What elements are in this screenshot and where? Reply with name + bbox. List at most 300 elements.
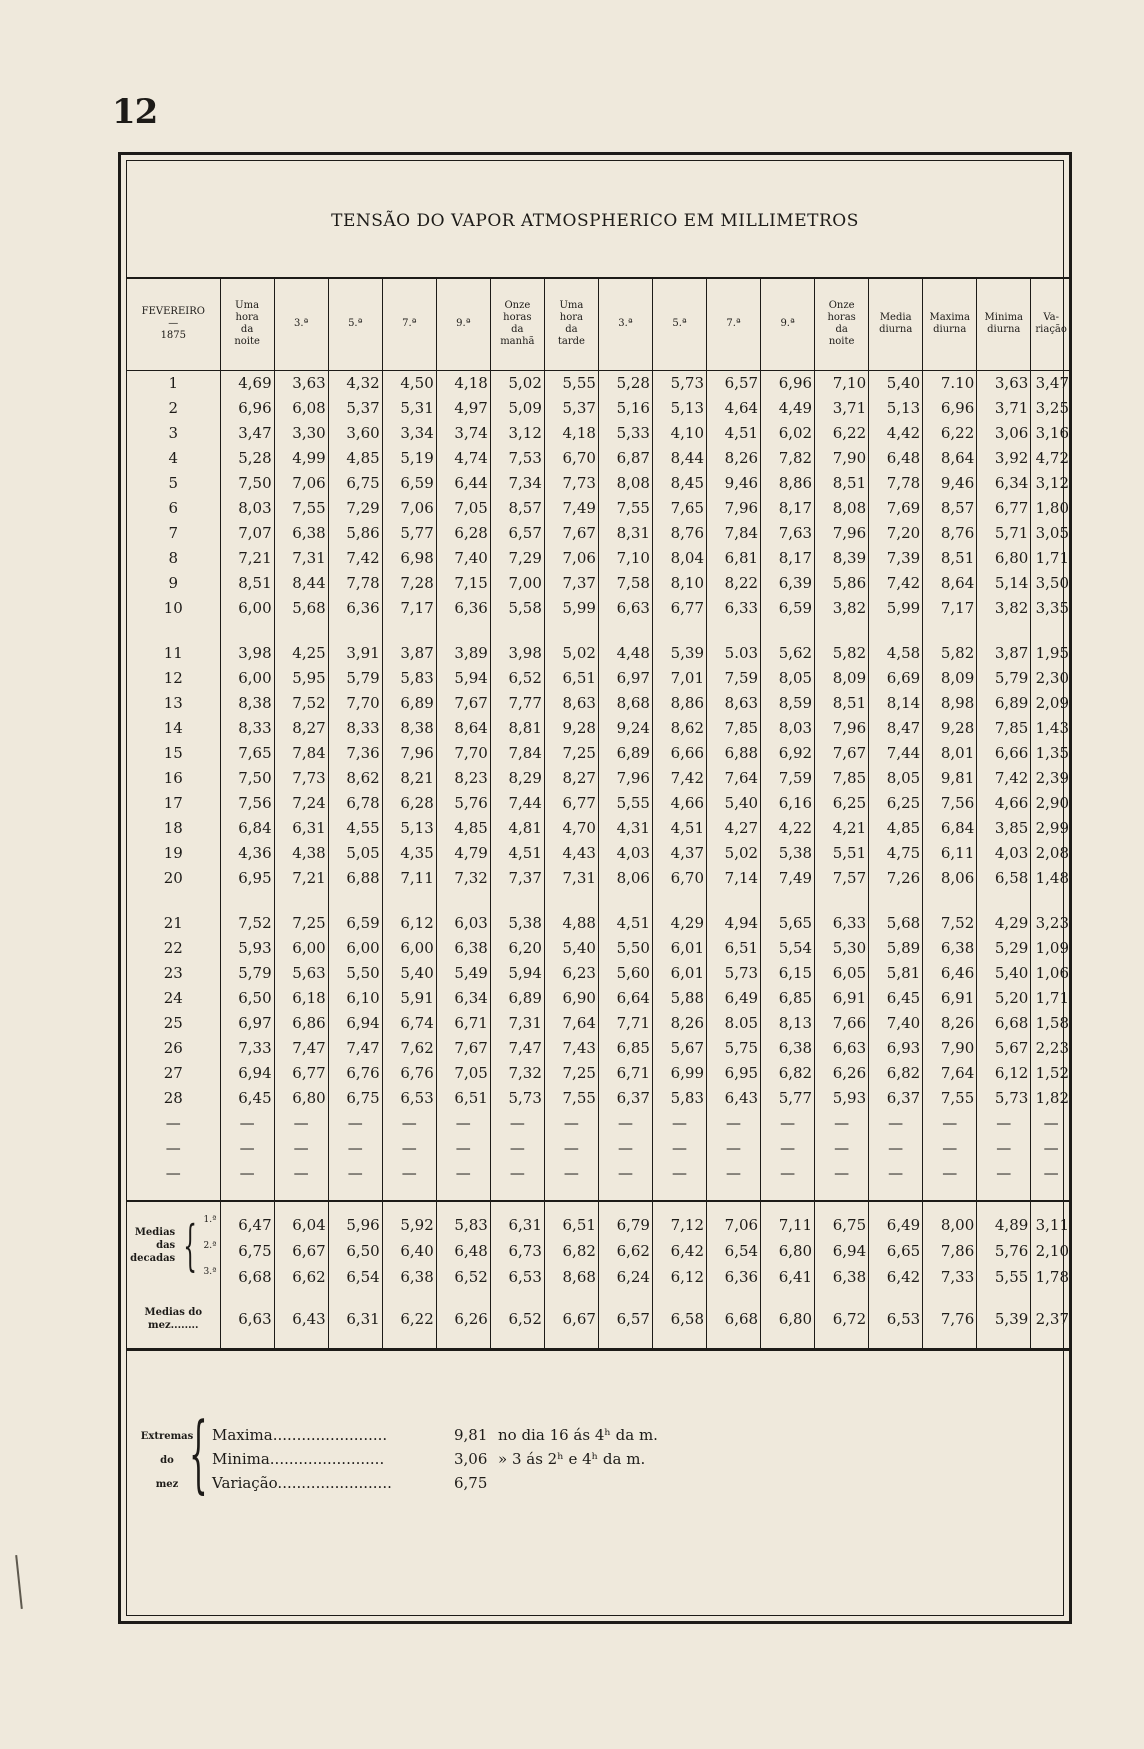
separator-cell bbox=[274, 1186, 328, 1201]
value-cell: 6,77 bbox=[274, 1061, 328, 1086]
value-cell: 5,39 bbox=[977, 1290, 1031, 1350]
spacer-cell bbox=[328, 621, 382, 641]
table-row bbox=[127, 496, 1071, 521]
day-cell: 12 bbox=[163, 668, 183, 687]
separator-cell bbox=[977, 1186, 1031, 1201]
table-row bbox=[127, 666, 1071, 691]
value-cell: 8,26 bbox=[652, 1011, 706, 1036]
value-cell: 8,08 bbox=[815, 496, 869, 521]
value-cell: 4,03 bbox=[977, 841, 1031, 866]
value-cell: 8,09 bbox=[923, 666, 977, 691]
value-cell: 7,06 bbox=[274, 471, 328, 496]
spacer-cell bbox=[382, 891, 436, 911]
value-cell: 8,64 bbox=[923, 446, 977, 471]
value-cell: 7,78 bbox=[328, 571, 382, 596]
day-cell: 25 bbox=[163, 1013, 183, 1032]
value-cell: 4,70 bbox=[544, 816, 598, 841]
value-cell: 5,54 bbox=[761, 936, 815, 961]
value-cell: 6,70 bbox=[544, 446, 598, 471]
day-cell: 9 bbox=[168, 573, 179, 592]
header-cell-day bbox=[127, 278, 220, 370]
table-row bbox=[127, 1086, 1071, 1111]
value-cell: 3,05 bbox=[1031, 521, 1071, 546]
decade-number: 2.ª bbox=[203, 1240, 217, 1251]
value-cell: 7,58 bbox=[598, 571, 652, 596]
value-cell: 4,88 bbox=[544, 911, 598, 936]
value-cell: 3,16 bbox=[1031, 421, 1071, 446]
table-row bbox=[127, 370, 1071, 396]
value-cell: — bbox=[544, 1111, 598, 1136]
spacer-cell bbox=[869, 621, 923, 641]
value-cell: 8,98 bbox=[923, 691, 977, 716]
extreme-label: Minima........................ bbox=[212, 1450, 385, 1468]
value-cell: 6,89 bbox=[598, 741, 652, 766]
value-cell: — bbox=[598, 1161, 652, 1186]
value-cell: 7,37 bbox=[544, 571, 598, 596]
value-cell: 8,68 bbox=[598, 691, 652, 716]
value-cell: 8,31 bbox=[598, 521, 652, 546]
value-cell: 5,75 bbox=[707, 1036, 761, 1061]
decade-average-row bbox=[127, 1201, 1071, 1238]
header-line: Uma bbox=[559, 300, 584, 312]
value-cell: 4,42 bbox=[869, 421, 923, 446]
value-cell: 5,99 bbox=[869, 596, 923, 621]
value-cell: 4,21 bbox=[815, 816, 869, 841]
value-cell: — bbox=[328, 1111, 382, 1136]
value-cell: 3,71 bbox=[977, 396, 1031, 421]
value-cell: 7,36 bbox=[328, 741, 382, 766]
value-cell: 6,24 bbox=[598, 1264, 652, 1290]
table-row bbox=[127, 571, 1071, 596]
value-cell: 7,55 bbox=[274, 496, 328, 521]
table-row bbox=[127, 396, 1071, 421]
spacer-cell bbox=[977, 891, 1031, 911]
table-row bbox=[127, 1136, 1071, 1161]
value-cell: 5,51 bbox=[815, 841, 869, 866]
value-cell: 1,09 bbox=[1031, 936, 1071, 961]
day-cell: 19 bbox=[163, 843, 183, 862]
header-cell bbox=[977, 278, 1031, 370]
value-cell: 7,10 bbox=[598, 546, 652, 571]
value-cell: 8,38 bbox=[220, 691, 274, 716]
spacer-cell bbox=[869, 891, 923, 911]
decade-number: 3.ª bbox=[203, 1266, 217, 1277]
value-cell: 6,80 bbox=[274, 1086, 328, 1111]
value-cell: 6,31 bbox=[274, 816, 328, 841]
value-cell: 6,46 bbox=[923, 961, 977, 986]
value-cell: 6,68 bbox=[220, 1264, 274, 1290]
value-cell: 5,71 bbox=[977, 521, 1031, 546]
value-cell: 5,40 bbox=[977, 961, 1031, 986]
day-cell: 23 bbox=[163, 963, 183, 982]
value-cell: 6,25 bbox=[815, 791, 869, 816]
day-cell: 24 bbox=[163, 988, 183, 1007]
value-cell: 5,02 bbox=[490, 370, 544, 396]
value-cell: 6,65 bbox=[869, 1238, 923, 1264]
day-cell: 15 bbox=[163, 743, 183, 762]
value-cell: — bbox=[1031, 1161, 1071, 1186]
value-cell: 1,43 bbox=[1031, 716, 1071, 741]
spacer-cell bbox=[707, 891, 761, 911]
value-cell: 5,94 bbox=[490, 961, 544, 986]
value-cell: 7,59 bbox=[761, 766, 815, 791]
value-cell: 6,66 bbox=[977, 741, 1031, 766]
header-line: riação bbox=[1035, 324, 1067, 336]
value-cell: 7,50 bbox=[220, 766, 274, 791]
value-cell: 8,81 bbox=[490, 716, 544, 741]
table-row bbox=[127, 1011, 1071, 1036]
value-cell: 6,44 bbox=[436, 471, 490, 496]
header-line: diurna bbox=[987, 324, 1021, 336]
header-line: Uma bbox=[235, 300, 260, 312]
value-cell: 6,94 bbox=[220, 1061, 274, 1086]
spacer-cell bbox=[274, 891, 328, 911]
separator-cell bbox=[328, 1186, 382, 1201]
header-cell bbox=[220, 278, 274, 370]
value-cell: 6,67 bbox=[544, 1290, 598, 1350]
header-line: da bbox=[511, 324, 524, 336]
header-cell bbox=[815, 278, 869, 370]
value-cell: 6,53 bbox=[490, 1264, 544, 1290]
value-cell: — bbox=[544, 1136, 598, 1161]
value-cell: 8,44 bbox=[274, 571, 328, 596]
value-cell: 7,65 bbox=[652, 496, 706, 521]
day-cell: 27 bbox=[163, 1063, 183, 1082]
extremes-label-line: do bbox=[160, 1455, 174, 1466]
value-cell: 4,99 bbox=[274, 446, 328, 471]
value-cell: 6,40 bbox=[382, 1238, 436, 1264]
value-cell: 1,82 bbox=[1031, 1086, 1071, 1111]
value-cell: 4,74 bbox=[436, 446, 490, 471]
spacer-cell bbox=[436, 621, 490, 641]
value-cell: 7,84 bbox=[490, 741, 544, 766]
value-cell: 3,91 bbox=[328, 641, 382, 666]
value-cell: 8,10 bbox=[652, 571, 706, 596]
value-cell: 4,27 bbox=[707, 816, 761, 841]
value-cell: 2,08 bbox=[1031, 841, 1071, 866]
value-cell: 8,39 bbox=[815, 546, 869, 571]
decade-label-line: das bbox=[156, 1240, 176, 1251]
table-row bbox=[127, 766, 1071, 791]
value-cell: 6,97 bbox=[220, 1011, 274, 1036]
value-cell: 7,05 bbox=[436, 1061, 490, 1086]
value-cell: 7,96 bbox=[598, 766, 652, 791]
value-cell: 7,90 bbox=[923, 1036, 977, 1061]
value-cell: 5,89 bbox=[869, 936, 923, 961]
value-cell: 6,95 bbox=[707, 1061, 761, 1086]
value-cell: 7,44 bbox=[869, 741, 923, 766]
pencil-mark bbox=[15, 1555, 23, 1609]
value-cell: 6,48 bbox=[436, 1238, 490, 1264]
separator-cell bbox=[382, 1186, 436, 1201]
value-cell: 6,23 bbox=[544, 961, 598, 986]
value-cell: 8,44 bbox=[652, 446, 706, 471]
spacer-cell bbox=[923, 621, 977, 641]
value-cell: 1,95 bbox=[1031, 641, 1071, 666]
value-cell: 3,06 bbox=[977, 421, 1031, 446]
value-cell: 6,12 bbox=[382, 911, 436, 936]
value-cell: 4,37 bbox=[652, 841, 706, 866]
table-row bbox=[127, 866, 1071, 891]
value-cell: 9,28 bbox=[544, 716, 598, 741]
value-cell: 5,40 bbox=[382, 961, 436, 986]
value-cell: 8,51 bbox=[815, 691, 869, 716]
value-cell: 4,51 bbox=[490, 841, 544, 866]
spacer-cell bbox=[220, 621, 274, 641]
value-cell: 7,31 bbox=[544, 866, 598, 891]
value-cell: 6,54 bbox=[328, 1264, 382, 1290]
header-cell bbox=[652, 278, 706, 370]
header-cell bbox=[869, 278, 923, 370]
value-cell: 7,10 bbox=[815, 370, 869, 396]
value-cell: 7,55 bbox=[544, 1086, 598, 1111]
value-cell: 7,06 bbox=[382, 496, 436, 521]
header-cell bbox=[923, 278, 977, 370]
value-cell: 6,63 bbox=[220, 1290, 274, 1350]
value-cell: 7,56 bbox=[923, 791, 977, 816]
day-cell: 2 bbox=[168, 398, 179, 417]
value-cell: 8,05 bbox=[761, 666, 815, 691]
value-cell: 8,05 bbox=[869, 766, 923, 791]
value-cell: 5,38 bbox=[490, 911, 544, 936]
day-cell: 6 bbox=[168, 498, 179, 517]
spacer-cell bbox=[1031, 891, 1071, 911]
value-cell: 6,89 bbox=[977, 691, 1031, 716]
page-number: 12 bbox=[112, 92, 158, 132]
extremes-label bbox=[137, 1425, 197, 1497]
header-line: noite bbox=[234, 336, 260, 348]
value-cell: — bbox=[1031, 1136, 1071, 1161]
value-cell: 8,45 bbox=[652, 471, 706, 496]
value-cell: 4,03 bbox=[598, 841, 652, 866]
value-cell: 7,40 bbox=[436, 546, 490, 571]
decade-label-line: Medias bbox=[134, 1227, 176, 1238]
value-cell: — bbox=[490, 1111, 544, 1136]
value-cell: 7,50 bbox=[220, 471, 274, 496]
separator-cell bbox=[815, 1186, 869, 1201]
value-cell: 7,52 bbox=[923, 911, 977, 936]
value-cell: 8.05 bbox=[707, 1011, 761, 1036]
table-frame bbox=[118, 152, 1072, 1624]
spacer-cell bbox=[761, 621, 815, 641]
value-cell: 5,55 bbox=[598, 791, 652, 816]
value-cell: 5,79 bbox=[328, 666, 382, 691]
value-cell: 7,55 bbox=[923, 1086, 977, 1111]
value-cell: 7,42 bbox=[977, 766, 1031, 791]
value-cell: 3,60 bbox=[328, 421, 382, 446]
value-cell: 6,75 bbox=[220, 1238, 274, 1264]
spacer-cell bbox=[598, 891, 652, 911]
header-line: da bbox=[835, 324, 848, 336]
spacer-cell bbox=[127, 621, 220, 641]
spacer-cell bbox=[923, 891, 977, 911]
value-cell: 7,29 bbox=[490, 546, 544, 571]
value-cell: — bbox=[436, 1136, 490, 1161]
value-cell: 7,70 bbox=[328, 691, 382, 716]
value-cell: 7,96 bbox=[815, 716, 869, 741]
value-cell: 4,64 bbox=[707, 396, 761, 421]
header-line: horas bbox=[503, 312, 532, 324]
table-row bbox=[127, 1036, 1071, 1061]
value-cell: 7,07 bbox=[220, 521, 274, 546]
table-row bbox=[127, 986, 1071, 1011]
header-line: da bbox=[240, 324, 254, 336]
separator-cell bbox=[869, 1186, 923, 1201]
value-cell: 6,26 bbox=[815, 1061, 869, 1086]
separator-cell bbox=[761, 1186, 815, 1201]
value-cell: 6,62 bbox=[598, 1238, 652, 1264]
value-cell: 6,77 bbox=[652, 596, 706, 621]
value-cell: 9,24 bbox=[598, 716, 652, 741]
extreme-label: Variação........................ bbox=[212, 1474, 392, 1492]
value-cell: 6,12 bbox=[977, 1061, 1031, 1086]
spacer-cell bbox=[1031, 621, 1071, 641]
value-cell: 5,67 bbox=[977, 1036, 1031, 1061]
value-cell: 7,66 bbox=[815, 1011, 869, 1036]
value-cell: 7,25 bbox=[274, 911, 328, 936]
value-cell: 6,42 bbox=[869, 1264, 923, 1290]
value-cell: 7,86 bbox=[923, 1238, 977, 1264]
value-cell: 3,98 bbox=[220, 641, 274, 666]
value-cell: 8,26 bbox=[923, 1011, 977, 1036]
value-cell: 6,15 bbox=[761, 961, 815, 986]
value-cell: 4,38 bbox=[274, 841, 328, 866]
value-cell: 6,38 bbox=[274, 521, 328, 546]
value-cell: 7,78 bbox=[869, 471, 923, 496]
value-cell: 6,95 bbox=[220, 866, 274, 891]
value-cell: 3,25 bbox=[1031, 396, 1071, 421]
value-cell: — bbox=[274, 1161, 328, 1186]
monthly-label-line: Medias do bbox=[144, 1306, 203, 1318]
value-cell: 6,33 bbox=[707, 596, 761, 621]
value-cell: — bbox=[1031, 1111, 1071, 1136]
value-cell: 6,94 bbox=[815, 1238, 869, 1264]
value-cell: 8,14 bbox=[869, 691, 923, 716]
value-cell: 6,97 bbox=[598, 666, 652, 691]
decade-average-label bbox=[127, 1202, 220, 1290]
value-cell: — bbox=[436, 1111, 490, 1136]
value-cell: — bbox=[977, 1111, 1031, 1136]
decade-average-row bbox=[127, 1238, 1071, 1264]
value-cell: 6,52 bbox=[490, 666, 544, 691]
value-cell: 6,47 bbox=[220, 1201, 274, 1238]
value-cell: 8,06 bbox=[598, 866, 652, 891]
value-cell: 8,27 bbox=[274, 716, 328, 741]
value-cell: 7,43 bbox=[544, 1036, 598, 1061]
value-cell: — bbox=[274, 1111, 328, 1136]
spacer-cell bbox=[490, 621, 544, 641]
value-cell: — bbox=[869, 1111, 923, 1136]
extremes-block bbox=[137, 1404, 937, 1511]
value-cell: — bbox=[761, 1136, 815, 1161]
value-cell: 5,28 bbox=[220, 446, 274, 471]
value-cell: 7,33 bbox=[923, 1264, 977, 1290]
value-cell: 7,06 bbox=[707, 1201, 761, 1238]
value-cell: — bbox=[220, 1136, 274, 1161]
value-cell: 6,86 bbox=[274, 1011, 328, 1036]
value-cell: 5,82 bbox=[923, 641, 977, 666]
spacer-cell bbox=[598, 621, 652, 641]
value-cell: 7.10 bbox=[923, 370, 977, 396]
value-cell: 6,80 bbox=[761, 1238, 815, 1264]
value-cell: 5,95 bbox=[274, 666, 328, 691]
value-cell: — bbox=[707, 1136, 761, 1161]
brace-glyph: { bbox=[189, 1404, 208, 1502]
value-cell: — bbox=[220, 1111, 274, 1136]
value-cell: 7,28 bbox=[382, 571, 436, 596]
value-cell: 7,70 bbox=[436, 741, 490, 766]
value-cell: 4,58 bbox=[869, 641, 923, 666]
value-cell: 6,28 bbox=[436, 521, 490, 546]
table-row bbox=[127, 791, 1071, 816]
value-cell: 7,52 bbox=[220, 911, 274, 936]
value-cell: 6,38 bbox=[761, 1036, 815, 1061]
value-cell: 6,50 bbox=[328, 1238, 382, 1264]
table-row bbox=[127, 741, 1071, 766]
value-cell: 3,98 bbox=[490, 641, 544, 666]
value-cell: 6,88 bbox=[707, 741, 761, 766]
separator-cell bbox=[652, 1186, 706, 1201]
value-cell: 7,52 bbox=[274, 691, 328, 716]
value-cell: 8,26 bbox=[707, 446, 761, 471]
separator-row bbox=[127, 1186, 1071, 1201]
value-cell: 6,84 bbox=[923, 816, 977, 841]
value-cell: 5,81 bbox=[869, 961, 923, 986]
header-line: tarde bbox=[557, 336, 585, 348]
header-cell bbox=[761, 278, 815, 370]
header-line: Maxima bbox=[929, 312, 970, 324]
value-cell: 7,11 bbox=[382, 866, 436, 891]
header-line: manhã bbox=[500, 336, 535, 348]
header-line: 3.ª bbox=[618, 318, 633, 330]
value-cell: 8,33 bbox=[328, 716, 382, 741]
header-line: hora bbox=[559, 312, 583, 324]
value-cell: 8,03 bbox=[761, 716, 815, 741]
separator-cell bbox=[490, 1186, 544, 1201]
value-cell: 5,73 bbox=[652, 370, 706, 396]
value-cell: 7,26 bbox=[869, 866, 923, 891]
value-cell: — bbox=[977, 1136, 1031, 1161]
decade-label-line: decadas bbox=[130, 1253, 176, 1264]
value-cell: 7,12 bbox=[652, 1201, 706, 1238]
decade-average-row bbox=[127, 1264, 1071, 1290]
value-cell: 8,13 bbox=[761, 1011, 815, 1036]
table-row bbox=[127, 1111, 1071, 1136]
day-cell: 1 bbox=[168, 373, 179, 392]
value-cell: 6,70 bbox=[652, 866, 706, 891]
table-row bbox=[127, 446, 1071, 471]
value-cell: 4,85 bbox=[869, 816, 923, 841]
value-cell: 5,40 bbox=[869, 370, 923, 396]
value-cell: 6,93 bbox=[869, 1036, 923, 1061]
value-cell: 5,40 bbox=[544, 936, 598, 961]
header-line: horas bbox=[827, 312, 856, 324]
value-cell: 3,92 bbox=[977, 446, 1031, 471]
value-cell: 8,04 bbox=[652, 546, 706, 571]
value-cell: 4,18 bbox=[436, 370, 490, 396]
day-cell: 28 bbox=[163, 1088, 183, 1107]
value-cell: 6,38 bbox=[923, 936, 977, 961]
value-cell: 8,22 bbox=[707, 571, 761, 596]
value-cell: 6,57 bbox=[598, 1290, 652, 1350]
value-cell: 7,32 bbox=[490, 1061, 544, 1086]
value-cell: 2,37 bbox=[1031, 1290, 1071, 1350]
extreme-note: no dia 16 ás 4ʰ da m. bbox=[498, 1426, 658, 1444]
header-cell bbox=[436, 278, 490, 370]
value-cell: 7,96 bbox=[707, 496, 761, 521]
spacer-cell bbox=[544, 621, 598, 641]
value-cell: 6,90 bbox=[544, 986, 598, 1011]
